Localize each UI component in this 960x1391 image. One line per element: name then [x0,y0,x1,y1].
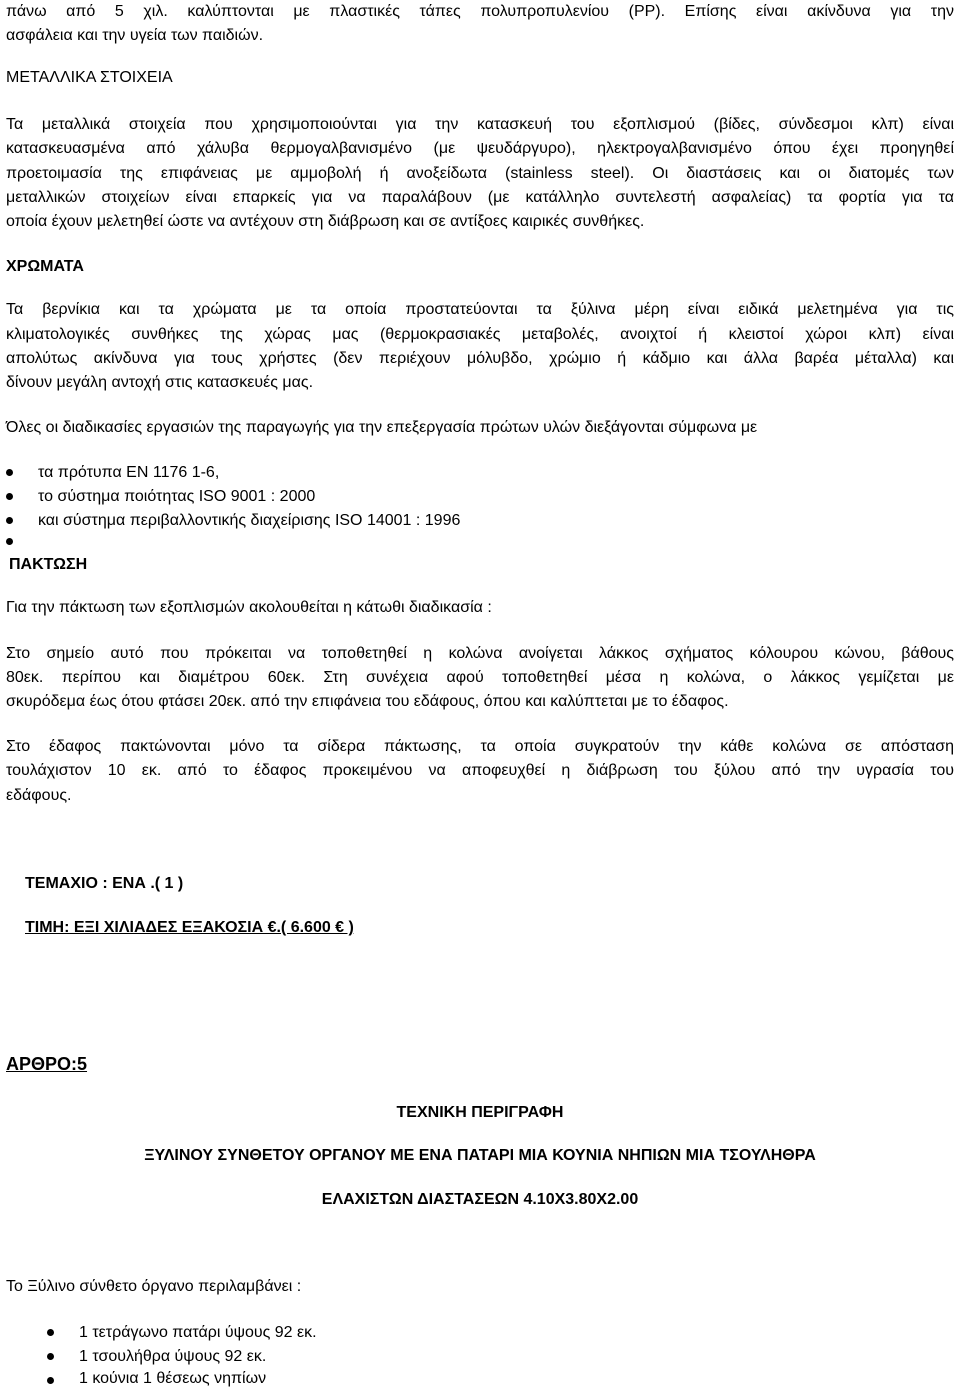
pieces-label: ΤΕΜΑΧΙΟ : ΕΝΑ .( 1 ) [25,875,184,892]
colors-heading: ΧΡΩΜΑΤΑ [6,258,84,275]
metals-line-1: Τα μεταλλικά στοιχεία που χρησιμοποιούνται για την κατασκευή του εξοπλισμού (βίδες, σύνδεσμοι κλπ) είναι [6,116,954,133]
metals-line-4: μεταλλικών στοιχείων είναι επαρκείς για να παραλάβουν (με κατάλληλο συντελεστή ασφαλείας) τα φορτία για τα [6,189,954,206]
dimensions-title: ΕΛΑΧΙΣΤΩΝ ΔΙΑΣΤΑΣΕΩΝ 4.10Χ3.80Χ2.00 [321,1191,639,1208]
article-title [6,1052,954,1076]
bullet-icon [47,1329,54,1336]
article-title-text: ΑΡΘΡΟ:5 [6,1054,88,1074]
bullet-icon [6,538,13,545]
colors-line-1: Τα βερνίκια και τα χρώματα με τα οποία προστατεύονται τα ξύλινα μέρη είναι ειδικά μελετημένα για τις [6,301,954,318]
colors-line-3: απολύτως ακίνδυνα για τους χρήστες (δεν περιέχουν μόλυβδο, χρώμιο ή κάδμιο και άλλα βαρέα μέταλλα) και [6,350,954,367]
contents-intro: Το Ξύλινο σύνθετο όργανο περιλαμβάνει : [6,1278,302,1295]
metals-heading: ΜΕΤΑΛΛΙΚΑ ΣΤΟΙΧΕΙΑ [6,69,173,86]
colors-line-4: δίνουν μεγάλη αντοχή στις κατασκευές μας. [6,374,314,391]
price-text: ΤΙΜΗ: ΕΞΙ ΧΙΛΙΑΔΕΣ ΕΞΑΚΟΣΙΑ €.( 6.600 € ) [25,919,354,936]
bullet-icon [6,493,13,500]
bullet-icon [6,517,13,524]
standards-intro: Όλες οι διαδικασίες εργασιών της παραγωγής για την επεξεργασία πρώτων υλών διεξάγονται σύμφωνα με [6,419,758,436]
installation-intro: Για την πάκτωση των εξοπλισμών ακολουθείται η κάτωθι διαδικασία : [6,599,492,616]
intro-line-2: ασφάλεια και την υγεία των παιδιών. [6,27,264,44]
installation-para1-line-3: σκυρόδεμα έως ότου φτάσει 20εκ. από την επιφάνεια του εδάφους, όπου και καλύπτεται με το έδαφος. [6,693,729,710]
metals-line-3: προετοιμασία της επιφάνειας με αμμοβολή ή ανοξείδωτα (stainless steel). Οι διαστάσεις και οι διατομές των [6,165,954,182]
standards-item-2: το σύστημα ποιότητας ISO 9001 : 2000 [38,488,316,505]
bullet-icon [6,469,13,476]
contents-item-3: 1 κούνια 1 θέσεως νηπίων [79,1370,267,1387]
contents-item-1: 1 τετράγωνο πατάρι ύψους 92 εκ. [79,1324,317,1341]
standards-item-1: τα πρότυπα ΕΝ 1176 1-6, [38,464,220,481]
colors-line-2: κλιματολογικές συνθήκες της χώρας μας (θερμοκρασιακές μεταβολές, ανοιχτοί ή κλειστοί χώροι κλπ) είναι [6,326,954,343]
standards-item-3: και σύστημα περιβαλλοντικής διαχείρισης ISO 14001 : 1996 [38,512,461,529]
installation-para1-line-1: Στο σημείο αυτό που πρόκειται να τοποθετηθεί η κολώνα ανοίγεται λάκκος σχήματος κόλουρου κώνου, βάθους [6,645,954,662]
bullet-icon [47,1377,54,1384]
bullet-icon [47,1353,54,1360]
installation-para2-line-3: εδάφους. [6,787,72,804]
price-label [25,916,954,940]
installation-para2-line-2: τουλάχιστον 10 εκ. από το έδαφος προκειμένου να αποφευχθεί η διάβρωση του ξύλου από την υγρασία του [6,762,954,779]
intro-line-1: πάνω από 5 χιλ. καλύπτονται με πλαστικές τάπες πολυπροπυλενίου (PP). Επίσης είναι ακίνδυνα για την [6,3,954,20]
installation-heading: ΠΑΚΤΩΣΗ [9,556,88,573]
metals-line-2: κατασκευασμένα από χάλυβα θερμογαλβανισμένο (με ψευδάργυρο), ηλεκτρογαλβανισμένο όπου έχει προηγηθεί [6,140,954,157]
installation-para2-line-1: Στο έδαφος πακτώνονται μόνο τα σίδερα πάκτωσης, τα οποία συγκρατούν την κάθε κολώνα σε απόσταση [6,738,954,755]
installation-para1-line-2: 80εκ. περίπου και διαμέτρου 60εκ. Στη συνέχεια αφού τοποθετηθεί μέσα η κολώνα, ο λάκκος γεμίζεται με [6,669,954,686]
tech-heading: ΤΕΧΝΙΚΗ ΠΕΡΙΓΡΑΦΗ [396,1104,564,1121]
product-title: ΞΥΛΙΝΟΥ ΣΥΝΘΕΤΟΥ ΟΡΓΑΝΟΥ ΜΕ ΕΝΑ ΠΑΤΑΡΙ ΜΙΑ ΚΟΥΝΙΑ ΝΗΠΙΩΝ ΜΙΑ ΤΣΟΥΛΗΘΡΑ [144,1147,816,1164]
metals-line-5: οποία έχουν μελετηθεί ώστε να αντέχουν στη διάβρωση και σε αντίξοες καιρικές συνθήκες. [6,213,645,230]
contents-item-2: 1 τσουλήθρα ύψους 92 εκ. [79,1348,267,1365]
